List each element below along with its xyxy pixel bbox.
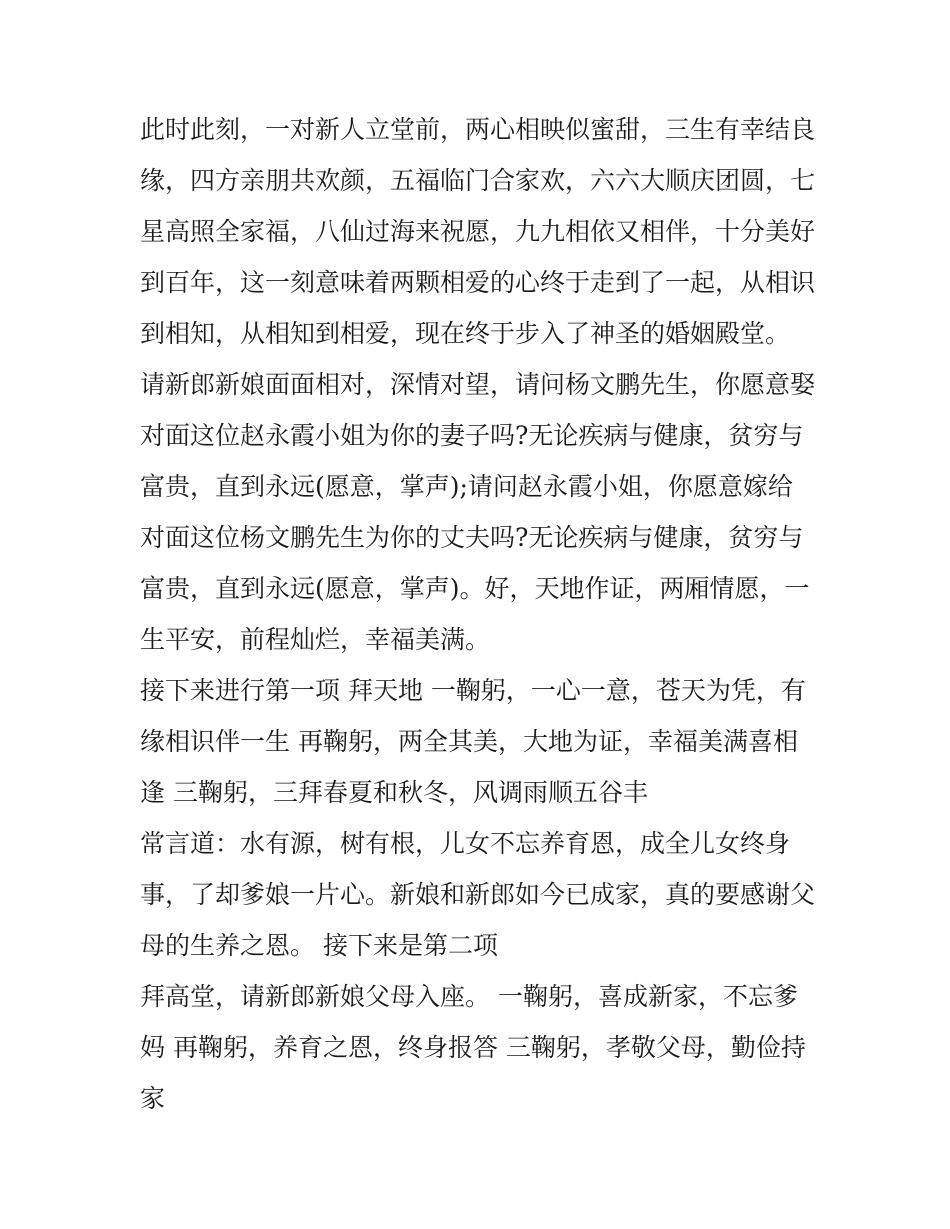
text-line: 生平安，前程灿烂，幸福美满。	[140, 625, 491, 654]
text-line: 此时此刻，一对新人立堂前，两心相映似蜜甜，三生有幸结良	[140, 115, 816, 144]
text-line: 到百年，这一刻意味着两颗相爱的心终于走到了一起，从相识	[140, 268, 816, 297]
text-line: 缘，四方亲朋共欢颜，五福临门合家欢，六六大顺庆团圆，七	[140, 166, 816, 195]
text-line: 请新郎新娘面面相对，深情对望，请问杨文鹏先生，你愿意娶	[140, 370, 816, 399]
text-line: 逢 三鞠躬，三拜春夏和秋冬，风调雨顺五谷丰	[140, 778, 648, 807]
text-line: 家	[140, 1084, 166, 1113]
text-line: 缘相识伴一生 再鞠躬，两全其美，大地为证，幸福美满喜相	[140, 727, 798, 756]
document-body	[140, 104, 820, 1124]
text-line: 到相知，从相知到相爱，现在终于步入了神圣的婚姻殿堂。	[140, 319, 791, 348]
text-line: 妈 再鞠躬，养育之恩，终身报答 三鞠躬，孝敬父母，勤俭持	[140, 1033, 806, 1062]
text-line: 常言道：水有源，树有根，儿女不忘养育恩，成全儿女终身	[140, 829, 791, 858]
text-line: 接下来进行第一项 拜天地 一鞠躬，一心一意，苍天为凭，有	[140, 676, 806, 705]
text-line: 对面这位赵永霞小姐为你的妻子吗?无论疾病与健康，贫穷与	[140, 421, 804, 450]
text-line: 富贵，直到永远(愿意，掌声);请问赵永霞小姐，你愿意嫁给	[140, 472, 793, 501]
text-line: 星高照全家福，八仙过海来祝愿，九九相依又相伴，十分美好	[140, 217, 816, 246]
text-line: 事，了却爹娘一片心。新娘和新郎如今已成家，真的要感谢父	[140, 880, 816, 909]
text-line: 富贵，直到永远(愿意，掌声)。好，天地作证，两厢情愿，一	[140, 574, 810, 603]
text-line: 母的生养之恩。 接下来是第二项	[140, 931, 498, 960]
text-line: 对面这位杨文鹏先生为你的丈夫吗?无论疾病与健康，贫穷与	[140, 523, 804, 552]
text-line: 拜高堂，请新郎新娘父母入座。 一鞠躬，喜成新家，不忘爹	[140, 982, 798, 1011]
